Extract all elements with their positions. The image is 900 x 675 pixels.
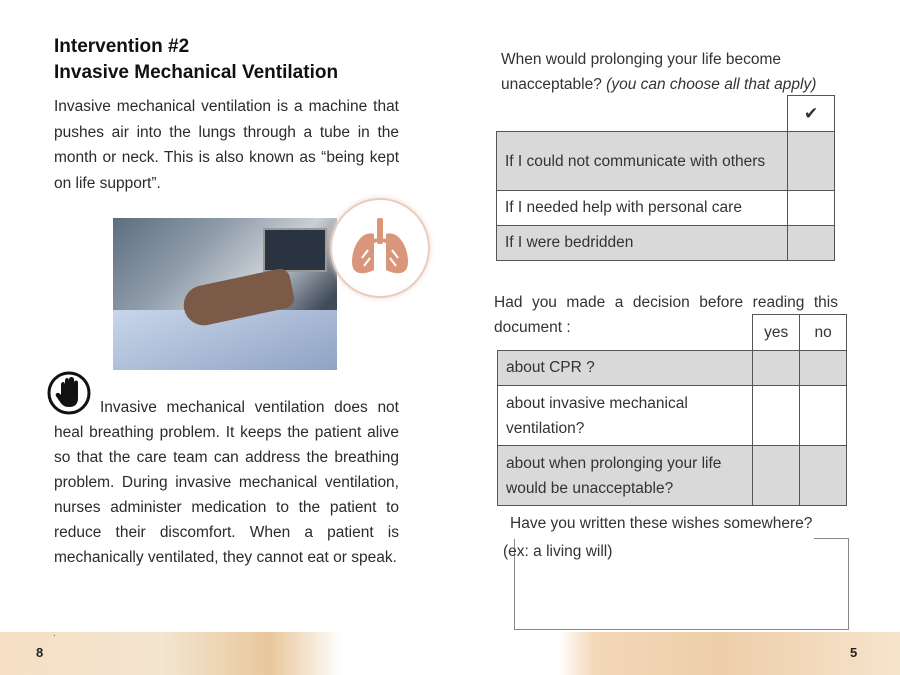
q3-text: Have you written these wishes somewhere? <box>510 515 813 532</box>
no-checkbox[interactable] <box>800 386 847 446</box>
lungs-icon <box>330 198 430 298</box>
option-checkbox[interactable] <box>788 226 835 261</box>
decision-label: about invasive mechanical ventilation? <box>498 386 753 446</box>
title-line-2: Invasive Mechanical Ventilation <box>54 62 339 83</box>
title-line-1: Intervention #2 <box>54 36 190 57</box>
question-unacceptable <box>501 47 841 97</box>
yes-checkbox[interactable] <box>753 351 800 386</box>
patient-ventilation-photo <box>113 218 337 370</box>
no-checkbox[interactable] <box>800 446 847 506</box>
page-number-right: 5 <box>850 645 858 660</box>
option-label: If I were bedridden <box>497 226 788 261</box>
page-number-left: 8 <box>36 645 44 660</box>
option-label: If I needed help with personal care <box>497 191 788 226</box>
footer-decoration <box>0 632 900 675</box>
option-label: If I could not communicate with others <box>497 132 788 191</box>
footer-dot: . <box>53 628 56 639</box>
yes-checkbox[interactable] <box>753 386 800 446</box>
q1-hint: (you can choose all that apply) <box>606 76 817 93</box>
q1-text: When would prolonging your life become unacceptable? <box>501 51 782 93</box>
q3-example: (ex: a living will) <box>503 543 613 560</box>
page-title <box>54 34 338 86</box>
no-checkbox[interactable] <box>800 351 847 386</box>
table-row <box>497 191 835 226</box>
option-checkbox[interactable] <box>788 132 835 191</box>
unacceptable-options-table <box>496 95 835 261</box>
decision-label: about CPR ? <box>498 351 753 386</box>
yes-checkbox[interactable] <box>753 446 800 506</box>
table-row <box>498 386 847 446</box>
table-row <box>498 351 847 386</box>
photo-monitor <box>263 228 327 272</box>
table-row <box>497 132 835 191</box>
warning-text: Invasive mechanical ventilation does not heal breathing problem. It keeps the patient alive so that the care team can address the breathing problem. During invasive mechanical ventilation, nurses administer medication to the patient to reduce their discomfort. When a patient is mechanically ventilated, they cannot eat or speak. <box>54 399 399 566</box>
table-row <box>498 446 847 506</box>
yes-column-header: yes <box>753 315 800 351</box>
table-row <box>497 226 835 261</box>
q2-text: Had you made a decision before reading this document : <box>494 294 838 336</box>
option-checkbox[interactable] <box>788 191 835 226</box>
ventilation-warning <box>54 395 399 570</box>
decision-table <box>497 314 847 506</box>
no-column-header: no <box>800 315 847 351</box>
decision-label: about when prolonging your life would be unacceptable? <box>498 446 753 506</box>
intro-paragraph: Invasive mechanical ventilation is a machine that pushes air into the lungs through a tube in the month or neck. This is also known as “being kept on life support”. <box>54 98 399 192</box>
check-column-header: ✔ <box>788 96 835 132</box>
